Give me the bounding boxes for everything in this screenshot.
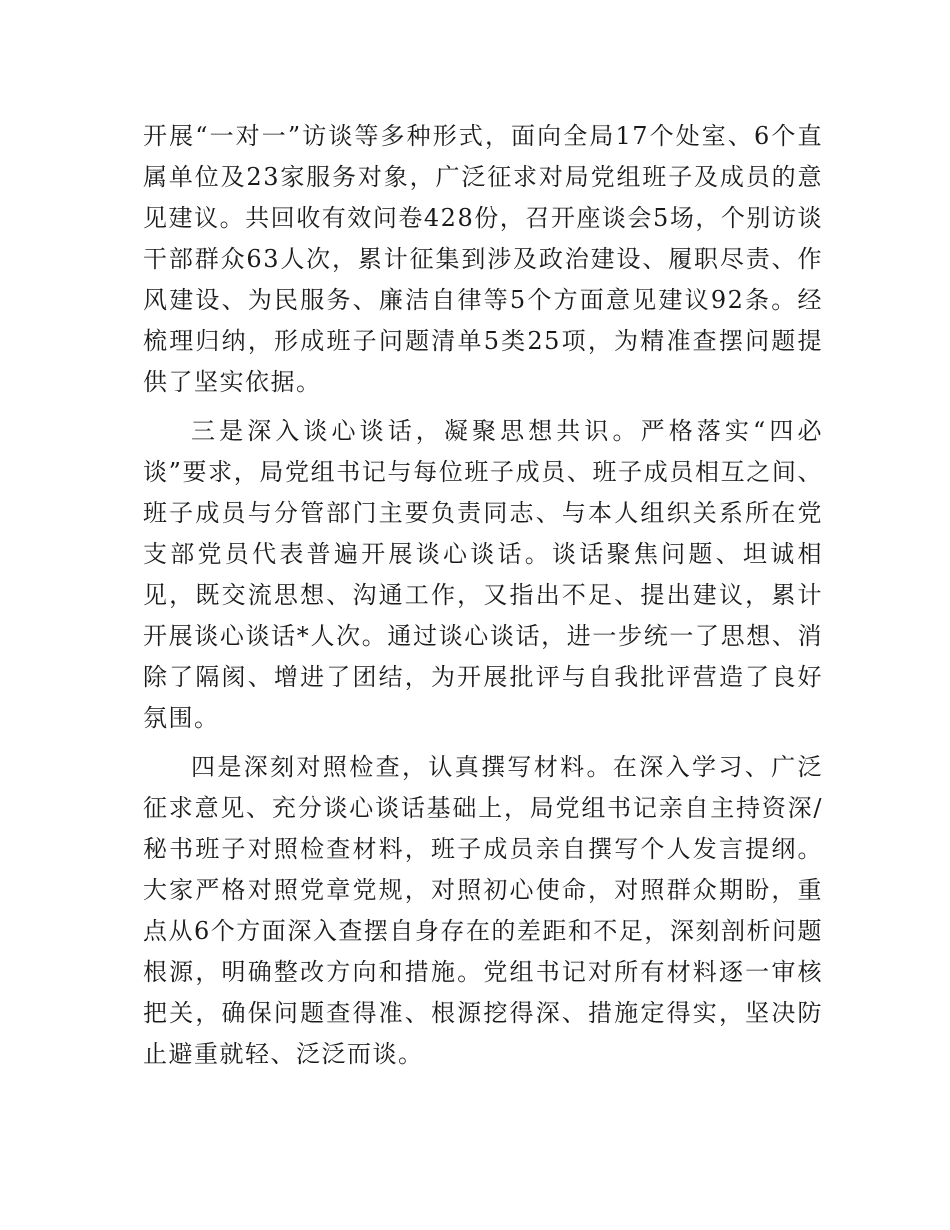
paragraph-heart-to-heart-talks: 三是深入谈心谈话，凝聚思想共识。严格落实“四必谈”要求，局党组书记与每位班子成员、班子成员相互之间、班子成员与分管部门主要负责同志、与本人组织关系所在党支部党员代表普遍开展谈心谈话。谈话聚焦问题、坦诚相见，既交流思想、沟通工作，又指出不足、提出建议，累计开展谈心谈话*人次。通过谈心谈话，进一步统一了思想、消除了隔阂、增进了团结，为开展批评与自我批评营造了良好氛围。 [143, 417, 823, 732]
paragraph-continuation: 开展“一对一”访谈等多种形式，面向全局17个处室、6个直属单位及23家服务对象，广泛征求对局党组班子及成员的意见建议。共回收有效问卷428份，召开座谈会5场，个别访谈干部群众63人次，累计征集到涉及政治建设、履职尽责、作风建设、为民服务、廉洁自律等5个方面意见建议92条。经梳理归纳，形成班子问题清单5类25项，为精准查摆问题提供了坚实依据。 [143, 122, 823, 396]
paragraph-self-examination-materials: 四是深刻对照检查，认真撰写材料。在深入学习、广泛征求意见、充分谈心谈话基础上，局党组书记亲自主持资深/秘书班子对照检查材料，班子成员亲自撰写个人发言提纲。大家严格对照党章党规，对照初心使命，对照群众期盼，重点从6个方面深入查摆自身存在的差距和不足，深刻剖析问题根源，明确整改方向和措施。党组书记对所有材料逐一审核把关，确保问题查得准、根源挖得深、措施定得实，坚决防止避重就轻、泛泛而谈。 [143, 753, 823, 1068]
document-body [143, 116, 823, 1075]
